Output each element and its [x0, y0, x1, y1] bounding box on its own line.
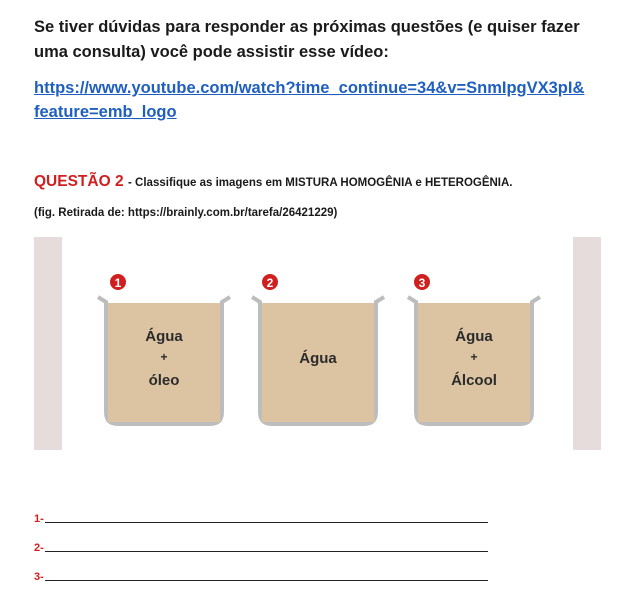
- beaker-3-line-2: +: [470, 350, 478, 364]
- beaker-3-line-1: Água: [455, 328, 493, 345]
- answer-line-3[interactable]: [34, 554, 504, 583]
- intro-line-1: Se tiver dúvidas para responder as próximas questões (e quiser fazer: [34, 18, 580, 36]
- question-heading: [34, 173, 624, 191]
- figure-source: (fig. Retirada de: https://brainly.com.br/tarefa/26421229): [34, 207, 338, 219]
- answer-label-3: 3-: [34, 571, 44, 583]
- question-label: QUESTÃO 2: [34, 173, 124, 190]
- beaker-1-line-1: Água: [145, 328, 183, 345]
- beaker-2-number: 2: [266, 276, 274, 290]
- beaker-3-line-3: Álcool: [451, 372, 497, 389]
- answer-label-1: 1-: [34, 513, 44, 525]
- beaker-3-number: 3: [418, 276, 426, 290]
- question-text: - Classifique as imagens em MISTURA HOMOGÊNIA e HETEROGÊNIA.: [128, 177, 513, 189]
- figure-left-panel: [34, 237, 62, 450]
- intro-text: [34, 15, 614, 65]
- beaker-1-line-2: +: [160, 350, 168, 364]
- intro-line-2: uma consulta) você pode assistir esse vídeo:: [34, 43, 389, 61]
- answer-blank-3[interactable]: [45, 580, 488, 581]
- beakers-figure: [34, 237, 601, 450]
- answer-lines: [34, 496, 504, 583]
- beaker-1-line-3: óleo: [148, 372, 180, 389]
- video-link-line-1[interactable]: https://www.youtube.com/watch?time_continue=34&v=SnmIpgVX3pI&: [34, 79, 585, 97]
- video-link[interactable]: [34, 76, 624, 124]
- beaker-2-line-1: Água: [299, 350, 337, 367]
- answer-blank-2[interactable]: [45, 551, 488, 552]
- answer-blank-1[interactable]: [45, 522, 488, 523]
- video-link-line-2[interactable]: feature=emb_logo: [34, 103, 177, 121]
- answer-label-2: 2-: [34, 542, 44, 554]
- answer-line-2[interactable]: [34, 525, 504, 554]
- answer-line-1[interactable]: [34, 496, 504, 525]
- figure-right-panel: [573, 237, 601, 450]
- beaker-1-number: 1: [114, 276, 122, 290]
